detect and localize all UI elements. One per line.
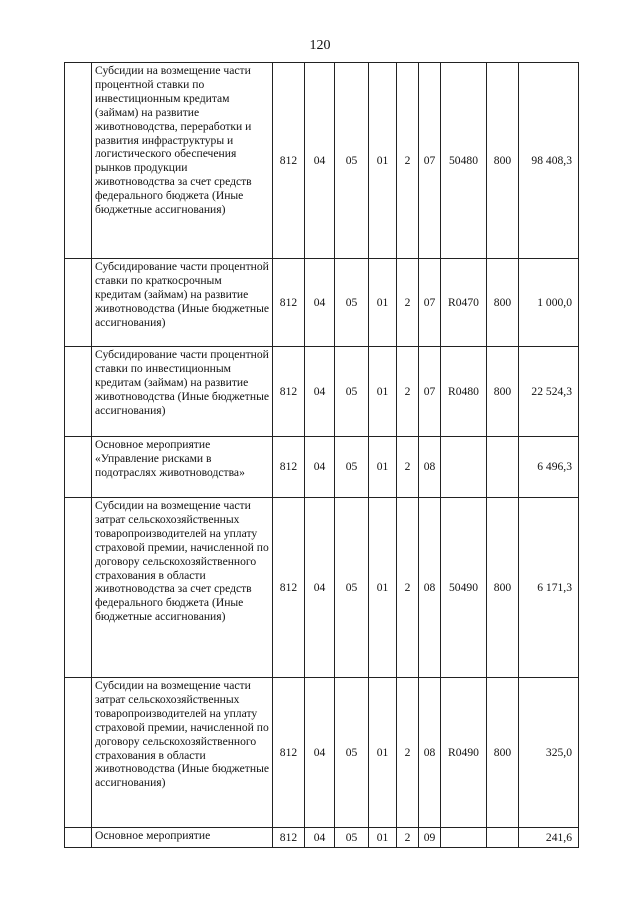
subprogram-code: 2: [397, 498, 419, 678]
expense-name: Основное мероприятие: [92, 828, 273, 848]
subsection-code: 05: [335, 498, 369, 678]
direction-code: R0470: [441, 259, 487, 347]
table-row: [65, 828, 579, 848]
event-code: 07: [419, 347, 441, 437]
blank-cell: [65, 347, 92, 437]
expense-name: Субсидии на возмещение части затрат сельскохозяйственных товаропроизводителей на уплату страховой премии, начисленной по договору сельскохозяйственного страхования в области животноводства (Иные бюджетные ассигнования): [92, 678, 273, 828]
expense-type-code: 800: [487, 63, 519, 259]
ministry-code: 812: [273, 63, 305, 259]
subprogram-code: 2: [397, 437, 419, 498]
blank-cell: [65, 63, 92, 259]
direction-code: 50490: [441, 498, 487, 678]
blank-cell: [65, 678, 92, 828]
subprogram-code: 2: [397, 259, 419, 347]
subsection-code: 05: [335, 437, 369, 498]
ministry-code: 812: [273, 828, 305, 848]
subprogram-code: 2: [397, 678, 419, 828]
expense-name: Субсидирование части процентной ставки по инвестиционным кредитам (займам) на развитие животноводства (Иные бюджетные ассигнования): [92, 347, 273, 437]
program-code: 01: [369, 437, 397, 498]
table-row: [65, 63, 579, 259]
table-row: [65, 498, 579, 678]
ministry-code: 812: [273, 437, 305, 498]
section-code: 04: [305, 498, 335, 678]
direction-code: R0480: [441, 347, 487, 437]
expense-name: Субсидии на возмещение части процентной ставки по инвестиционным кредитам (займам) на развитие животноводства, переработки и развития инфраструктуры и логистического обеспечения рынков продукции животноводства за счет средств федерального бюджета (Иные бюджетные ассигнования): [92, 63, 273, 259]
ministry-code: 812: [273, 259, 305, 347]
amount: 1 000,0: [519, 259, 579, 347]
expense-type-code: 800: [487, 498, 519, 678]
budget-table: [64, 62, 579, 848]
amount: 6 496,3: [519, 437, 579, 498]
table-row: [65, 678, 579, 828]
expense-type-code: 800: [487, 678, 519, 828]
page-number: 120: [309, 38, 331, 53]
amount: 241,6: [519, 828, 579, 848]
section-code: 04: [305, 347, 335, 437]
event-code: 08: [419, 678, 441, 828]
direction-code: [441, 828, 487, 848]
ministry-code: 812: [273, 498, 305, 678]
blank-cell: [65, 259, 92, 347]
section-code: 04: [305, 63, 335, 259]
event-code: 07: [419, 259, 441, 347]
table-row: [65, 259, 579, 347]
expense-type-code: 800: [487, 347, 519, 437]
subprogram-code: 2: [397, 63, 419, 259]
direction-code: 50480: [441, 63, 487, 259]
table-row: [65, 437, 579, 498]
subprogram-code: 2: [397, 828, 419, 848]
amount: 6 171,3: [519, 498, 579, 678]
amount: 325,0: [519, 678, 579, 828]
amount: 98 408,3: [519, 63, 579, 259]
blank-cell: [65, 437, 92, 498]
expense-name: Субсидирование части процентной ставки по краткосрочным кредитам (займам) на развитие животноводства (Иные бюджетные ассигнования): [92, 259, 273, 347]
program-code: 01: [369, 498, 397, 678]
expense-name: Субсидии на возмещение части затрат сельскохозяйственных товаропроизводителей на уплату страховой премии, начисленной по договору сельскохозяйственного страхования в области животноводства за счет средств федерального бюджета (Иные бюджетные ассигнования): [92, 498, 273, 678]
subsection-code: 05: [335, 678, 369, 828]
expense-type-code: [487, 828, 519, 848]
program-code: 01: [369, 828, 397, 848]
program-code: 01: [369, 259, 397, 347]
expense-type-code: 800: [487, 259, 519, 347]
ministry-code: 812: [273, 347, 305, 437]
program-code: 01: [369, 678, 397, 828]
subsection-code: 05: [335, 63, 369, 259]
subsection-code: 05: [335, 259, 369, 347]
event-code: 08: [419, 498, 441, 678]
table-row: [65, 347, 579, 437]
subprogram-code: 2: [397, 347, 419, 437]
subsection-code: 05: [335, 347, 369, 437]
section-code: 04: [305, 437, 335, 498]
ministry-code: 812: [273, 678, 305, 828]
section-code: 04: [305, 678, 335, 828]
program-code: 01: [369, 63, 397, 259]
event-code: 09: [419, 828, 441, 848]
subsection-code: 05: [335, 828, 369, 848]
section-code: 04: [305, 828, 335, 848]
event-code: 07: [419, 63, 441, 259]
blank-cell: [65, 498, 92, 678]
amount: 22 524,3: [519, 347, 579, 437]
blank-cell: [65, 828, 92, 848]
expense-type-code: [487, 437, 519, 498]
event-code: 08: [419, 437, 441, 498]
direction-code: R0490: [441, 678, 487, 828]
expense-name: Основное мероприятие «Управление рисками в подотраслях животноводства»: [92, 437, 273, 498]
program-code: 01: [369, 347, 397, 437]
section-code: 04: [305, 259, 335, 347]
direction-code: [441, 437, 487, 498]
